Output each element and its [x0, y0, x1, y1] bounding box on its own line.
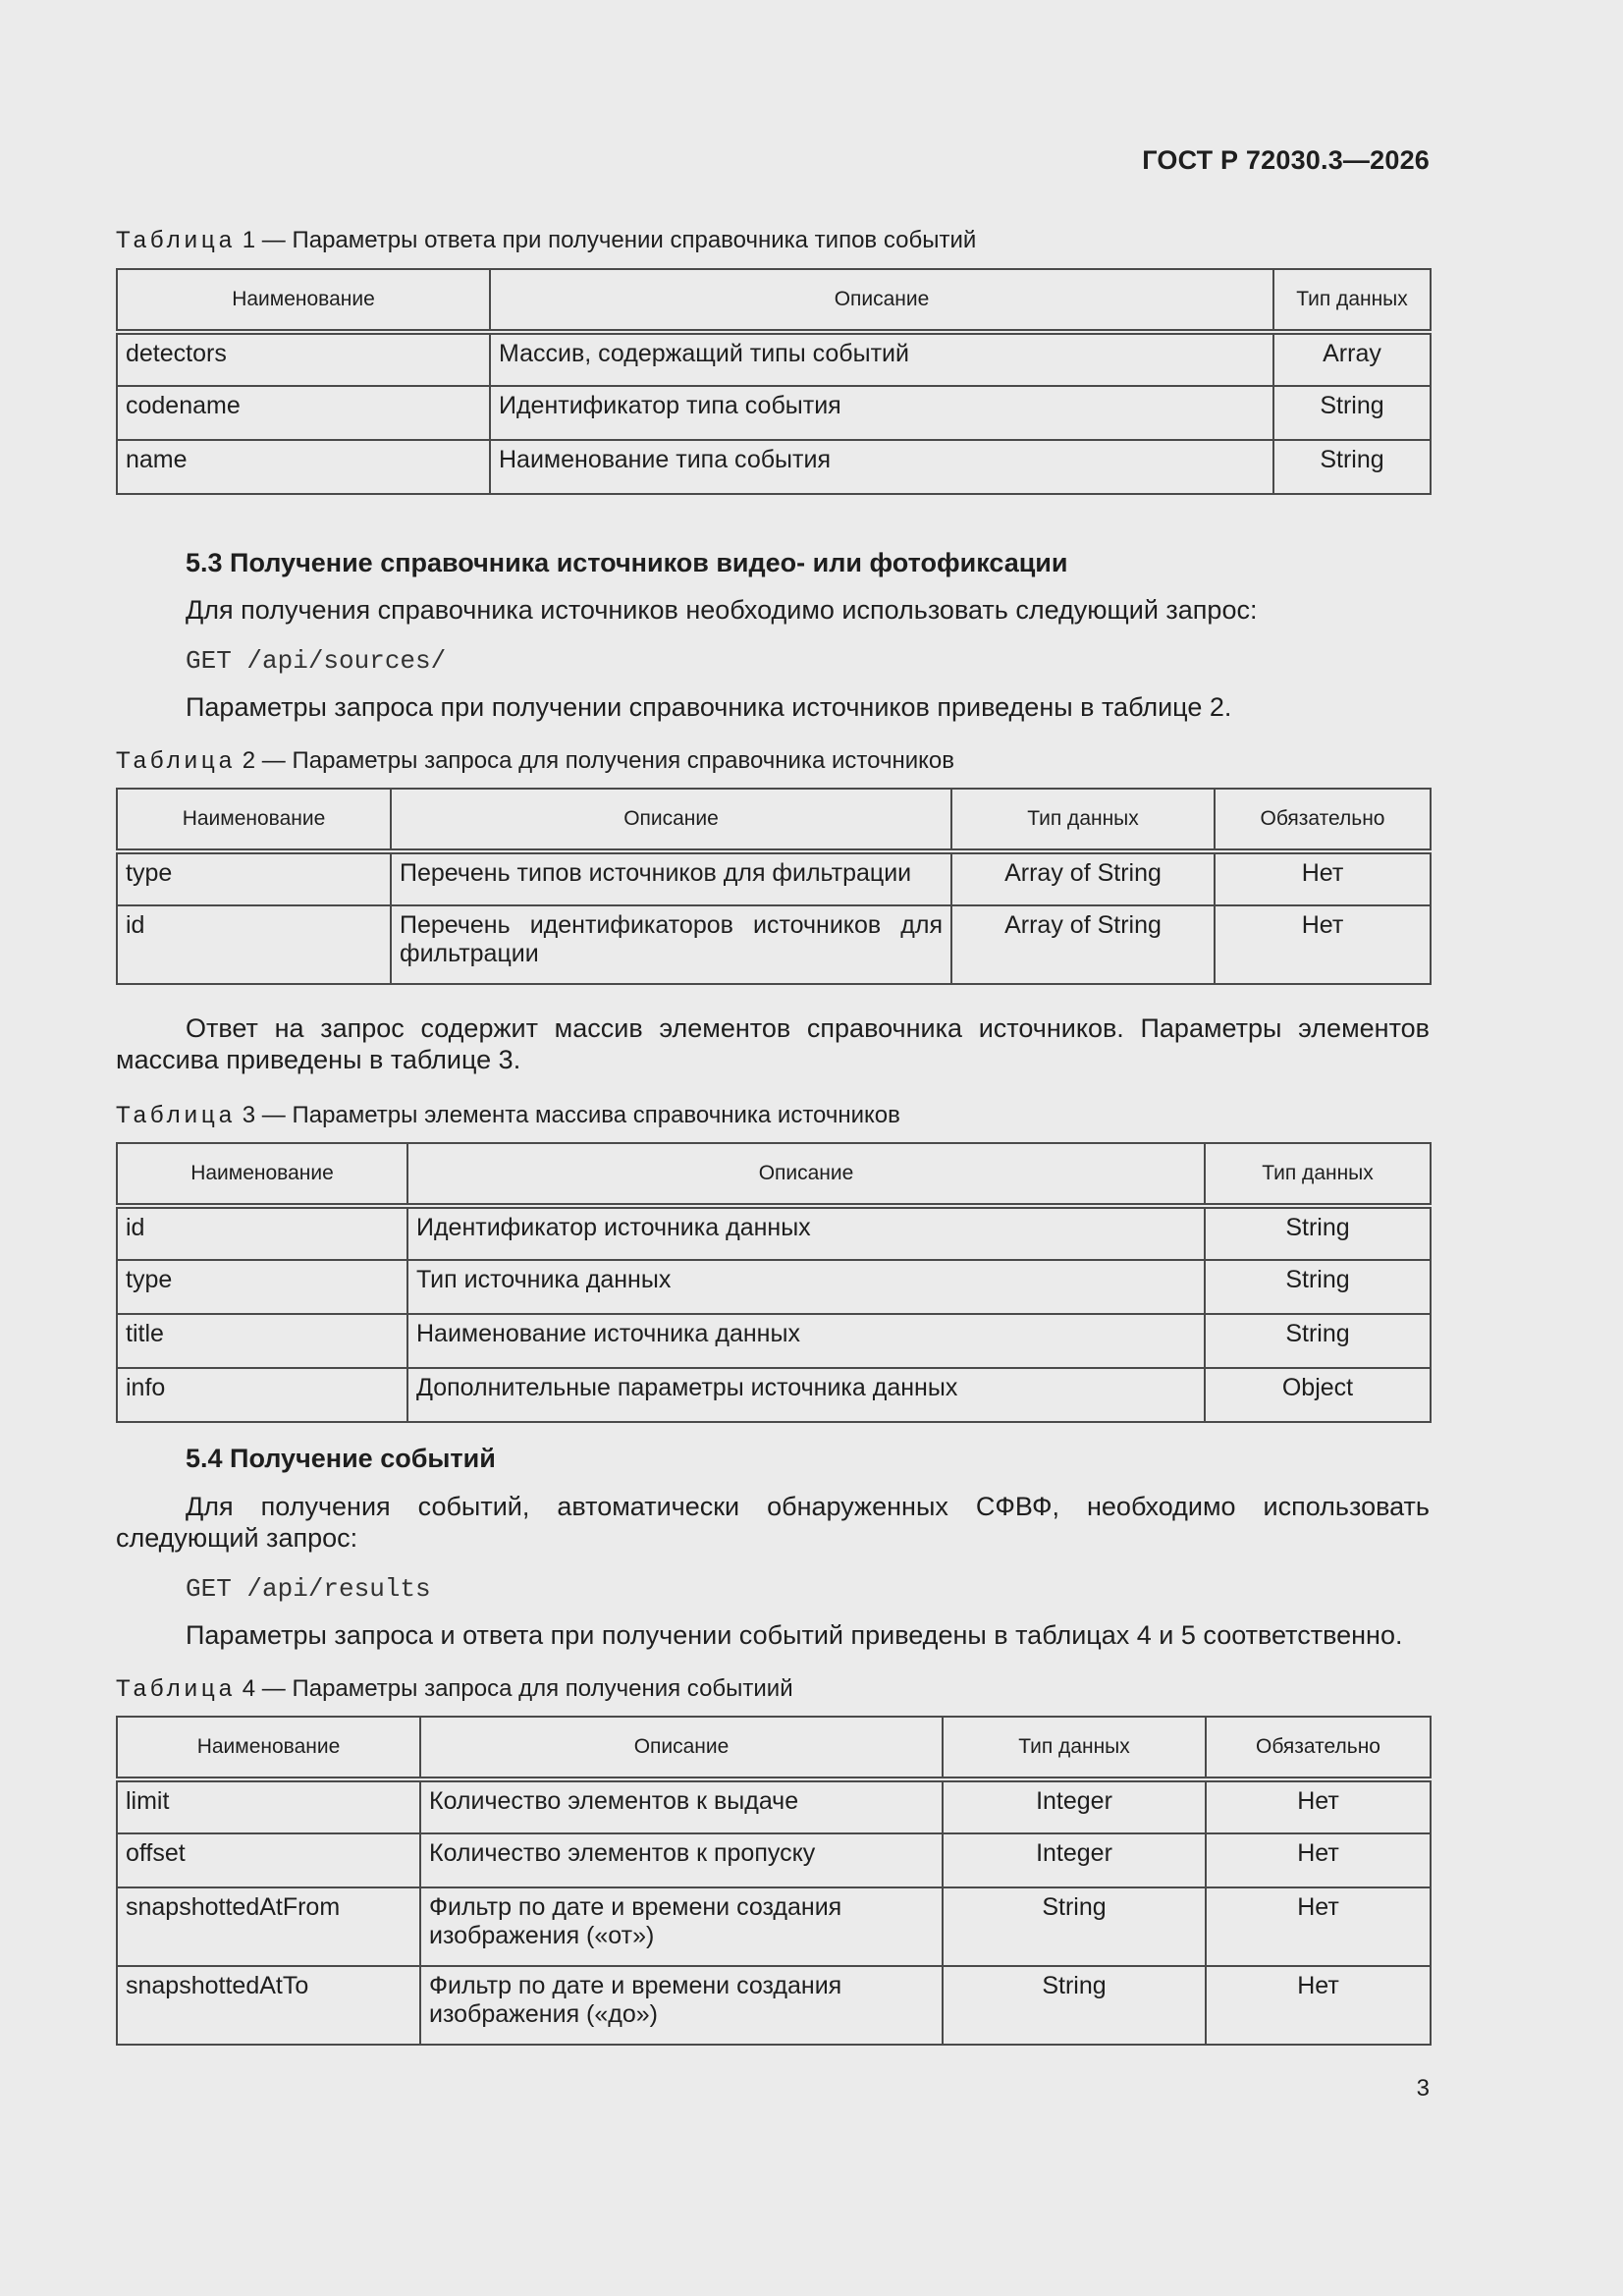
- table-header-cell: Наименование: [117, 1143, 407, 1206]
- table-header-cell: Наименование: [117, 269, 490, 332]
- table-header-cell: Тип данных: [943, 1717, 1206, 1779]
- table-cell-type: Array of String: [951, 851, 1215, 905]
- table-cell-type: String: [1205, 1314, 1431, 1368]
- table-cell-name: detectors: [117, 332, 490, 386]
- table-cell-type: Array: [1273, 332, 1431, 386]
- table-cell-required: Нет: [1206, 1779, 1431, 1833]
- table-4: [116, 1716, 1432, 2046]
- table-cell-name: id: [117, 905, 391, 984]
- table-row: [117, 332, 1431, 386]
- table-row: [117, 1206, 1431, 1260]
- table-cell-type: String: [1273, 440, 1431, 494]
- table-row: [117, 1833, 1431, 1887]
- table-cell-type: Object: [1205, 1368, 1431, 1422]
- table-cell-name: title: [117, 1314, 407, 1368]
- table-header-cell: Описание: [490, 269, 1273, 332]
- section-5-4-after: Параметры запроса и ответа при получении событий приведены в таблицах 4 и 5 соответственно.: [186, 1620, 1403, 1650]
- table-word: Таблица: [116, 1675, 237, 1702]
- table-cell-description: Количество элементов к пропуску: [420, 1833, 943, 1887]
- table-cell-name: type: [117, 851, 391, 905]
- document-number: ГОСТ Р 72030.3—2026: [1142, 145, 1430, 175]
- table-cell-type: String: [1273, 386, 1431, 440]
- table-row: [117, 1779, 1431, 1833]
- table-header-cell: Обязательно: [1215, 789, 1431, 851]
- table-2-caption-text: 2 — Параметры запроса для получения справочника источников: [242, 747, 954, 774]
- table-word: Таблица: [116, 1102, 237, 1128]
- table-cell-name: snapshottedAtFrom: [117, 1887, 420, 1966]
- table-header-cell: Описание: [420, 1717, 943, 1779]
- table-cell-type: String: [1205, 1260, 1431, 1314]
- table-cell-name: limit: [117, 1779, 420, 1833]
- table-cell-description: Количество элементов к выдаче: [420, 1779, 943, 1833]
- table-cell-type: String: [1205, 1206, 1431, 1260]
- table-3-caption: [116, 1102, 900, 1129]
- section-5-4-intro: Для получения событий, автоматически обнаруженных СФВФ, необходимо использовать следующий запрос:: [116, 1492, 1430, 1553]
- response-paragraph: Ответ на запрос содержит массив элементов справочника источников. Параметры элементов массива приведены в таблице 3.: [116, 1013, 1430, 1074]
- table-cell-description: Фильтр по дате и времени создания изображения («до»): [420, 1966, 943, 2045]
- table-cell-description: Идентификатор типа события: [490, 386, 1273, 440]
- table-cell-description: Идентификатор источника данных: [407, 1206, 1205, 1260]
- table-cell-description: Перечень типов источников для фильтрации: [391, 851, 951, 905]
- table-cell-name: codename: [117, 386, 490, 440]
- table-row: [117, 440, 1431, 494]
- table-cell-name: id: [117, 1206, 407, 1260]
- sources-request-code: GET /api/sources/: [186, 646, 447, 676]
- table-cell-type: String: [943, 1966, 1206, 2045]
- section-5-3-after: Параметры запроса при получении справочника источников приведены в таблице 2.: [186, 692, 1232, 722]
- table-header-cell: Описание: [391, 789, 951, 851]
- table-cell-name: name: [117, 440, 490, 494]
- table-1: [116, 268, 1432, 495]
- table-cell-name: info: [117, 1368, 407, 1422]
- table-header-cell: Описание: [407, 1143, 1205, 1206]
- table-cell-description: Массив, содержащий типы событий: [490, 332, 1273, 386]
- table-row: [117, 905, 1431, 984]
- table-cell-required: Нет: [1215, 851, 1431, 905]
- table-1-caption-text: 1 — Параметры ответа при получении справочника типов событий: [242, 227, 977, 253]
- table-cell-description: Перечень идентификаторов источников для фильтрации: [391, 905, 951, 984]
- table-2: [116, 788, 1432, 985]
- table-cell-type: Integer: [943, 1779, 1206, 1833]
- table-cell-required: Нет: [1206, 1887, 1431, 1966]
- table-header-cell: Тип данных: [951, 789, 1215, 851]
- table-cell-name: offset: [117, 1833, 420, 1887]
- table-cell-description: Тип источника данных: [407, 1260, 1205, 1314]
- page-number: 3: [1416, 2075, 1430, 2102]
- table-row: [117, 1260, 1431, 1314]
- table-cell-name: snapshottedAtTo: [117, 1966, 420, 2045]
- table-row: [117, 851, 1431, 905]
- table-row: [117, 1368, 1431, 1422]
- table-header-cell: Наименование: [117, 1717, 420, 1779]
- table-cell-description: Фильтр по дате и времени создания изображения («от»): [420, 1887, 943, 1966]
- table-row: [117, 1966, 1431, 2045]
- table-cell-required: Нет: [1215, 905, 1431, 984]
- results-request-code: GET /api/results: [186, 1574, 431, 1604]
- table-header-cell: Тип данных: [1205, 1143, 1431, 1206]
- table-cell-required: Нет: [1206, 1966, 1431, 2045]
- table-cell-description: Дополнительные параметры источника данных: [407, 1368, 1205, 1422]
- table-2-caption: [116, 747, 954, 775]
- table-cell-description: Наименование типа события: [490, 440, 1273, 494]
- table-cell-description: Наименование источника данных: [407, 1314, 1205, 1368]
- table-3-caption-text: 3 — Параметры элемента массива справочника источников: [242, 1102, 900, 1128]
- table-header-cell: Наименование: [117, 789, 391, 851]
- table-header-cell: Тип данных: [1273, 269, 1431, 332]
- table-word: Таблица: [116, 747, 237, 774]
- section-5-3-intro: Для получения справочника источников необходимо использовать следующий запрос:: [186, 595, 1258, 625]
- section-5-3-heading: 5.3 Получение справочника источников видео- или фотофиксации: [186, 548, 1068, 577]
- table-cell-required: Нет: [1206, 1833, 1431, 1887]
- table-row: [117, 1314, 1431, 1368]
- table-cell-type: Array of String: [951, 905, 1215, 984]
- section-5-4-heading: 5.4 Получение событий: [186, 1444, 496, 1473]
- table-4-caption-text: 4 — Параметры запроса для получения событиий: [242, 1675, 793, 1702]
- table-3: [116, 1142, 1432, 1423]
- table-row: [117, 1887, 1431, 1966]
- table-word: Таблица: [116, 227, 237, 253]
- table-1-caption: [116, 227, 976, 254]
- table-row: [117, 386, 1431, 440]
- table-cell-name: type: [117, 1260, 407, 1314]
- table-header-cell: Обязательно: [1206, 1717, 1431, 1779]
- table-4-caption: [116, 1675, 793, 1703]
- table-cell-type: String: [943, 1887, 1206, 1966]
- table-cell-type: Integer: [943, 1833, 1206, 1887]
